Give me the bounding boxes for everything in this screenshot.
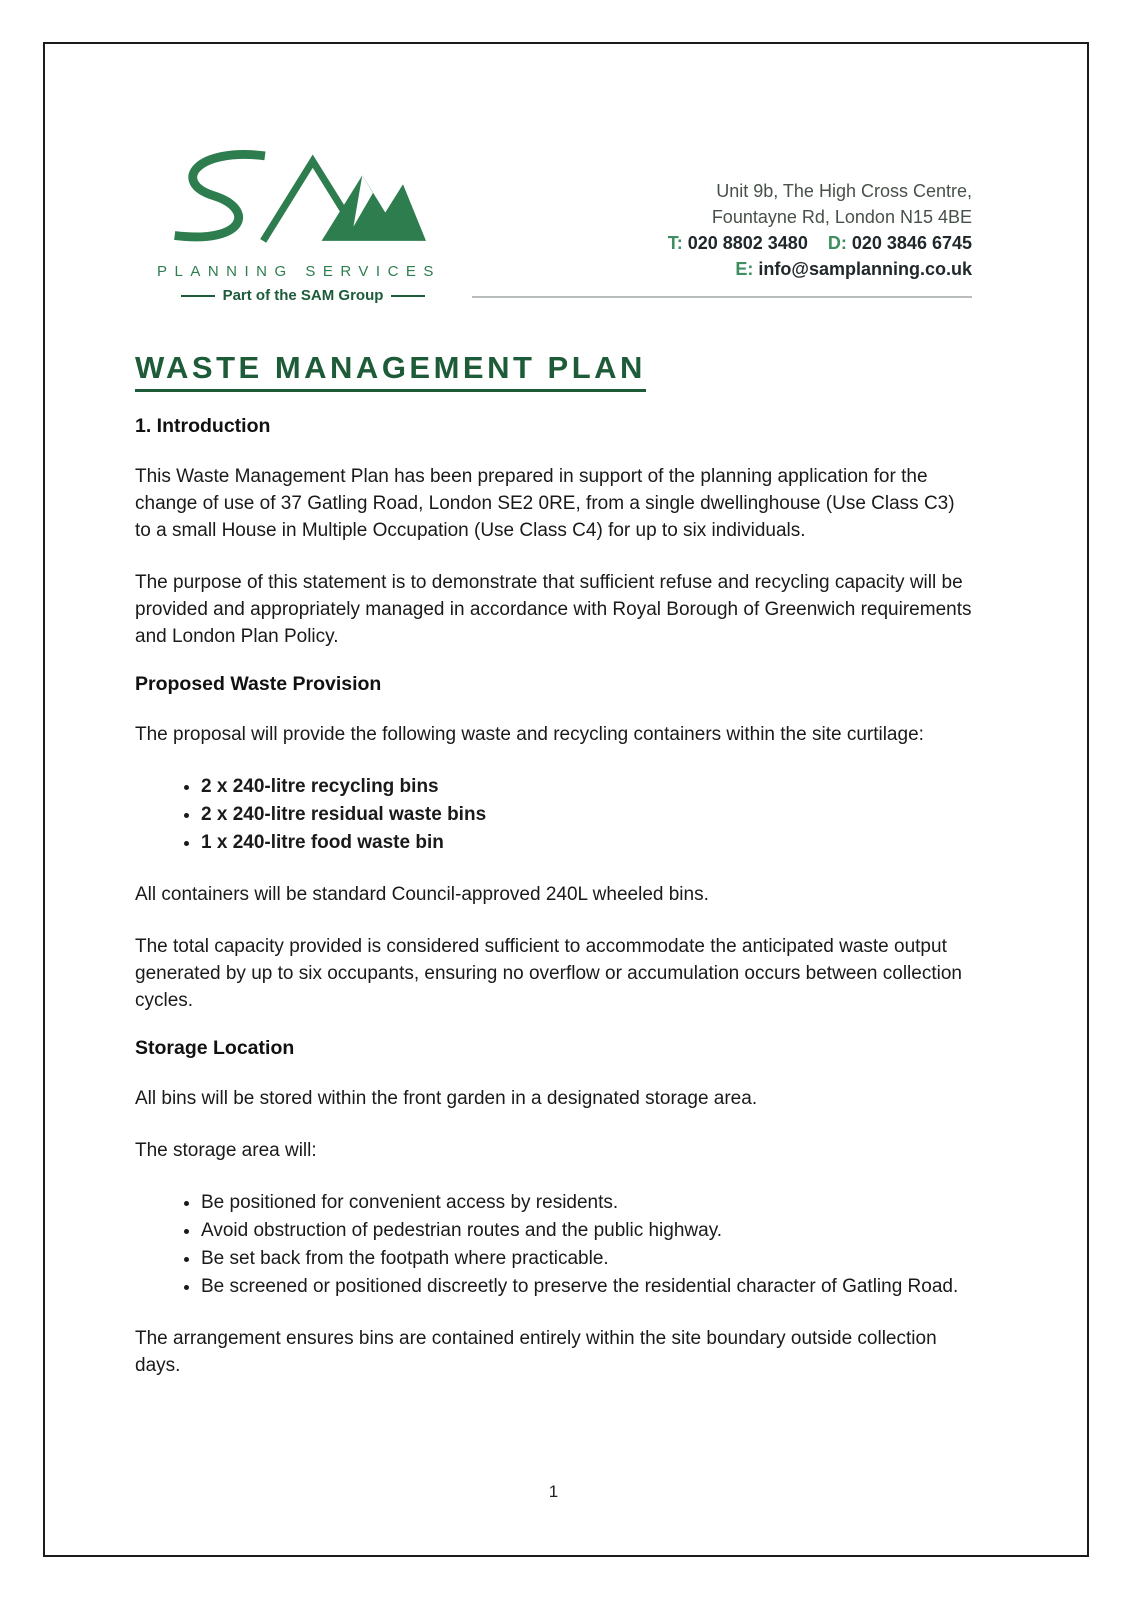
paragraph: The purpose of this statement is to demonstrate that sufficient refuse and recycling capacity will be provided and appropriately managed in accordance with Royal Borough of Greenwich requirements and London Plan Policy. xyxy=(135,572,972,647)
paragraph: This Waste Management Plan has been prepared in support of the planning application for the change of use of 37 Gatling Road, London SE2 0RE, from a single dwellinghouse (Use Class C3) to a small House in Multiple Occupation (Use Class C4) for up to six individuals. xyxy=(135,466,955,541)
address-line-1: Unit 9b, The High Cross Centre, xyxy=(716,181,972,201)
list-item: • 2 x 240-litre residual waste bins xyxy=(201,801,972,828)
paragraph: All containers will be standard Council-approved 240L wheeled bins. xyxy=(135,884,709,905)
storage-list xyxy=(135,1189,972,1300)
document-title xyxy=(135,349,972,392)
phone-t-number: 020 8802 3480 xyxy=(687,233,808,253)
list-item: • Avoid obstruction of pedestrian routes and the public highway. xyxy=(201,1217,972,1244)
paragraph: The arrangement ensures bins are contained entirely within the site boundary outside collection days. xyxy=(135,1328,937,1376)
logo-subtitle: PLANNING SERVICES xyxy=(157,263,441,280)
phone-t-label: T: xyxy=(667,233,683,253)
phone-d-label: D: xyxy=(827,233,847,253)
phone-d-number: 020 3846 6745 xyxy=(851,233,972,253)
tagline-rule-right xyxy=(391,295,425,297)
section-heading-introduction: 1. Introduction xyxy=(135,415,271,437)
email-label: E: xyxy=(735,259,754,279)
page-number: 1 xyxy=(548,1482,559,1501)
section-heading-proposed-waste-provision: Proposed Waste Provision xyxy=(135,673,382,695)
paragraph: The storage area will: xyxy=(135,1140,317,1161)
paragraph: All bins will be stored within the front garden in a designated storage area. xyxy=(135,1088,758,1109)
bin-list xyxy=(135,773,972,856)
paragraph: The total capacity provided is considered sufficient to accommodate the anticipated waste output generated by up to six occupants, ensuring no overflow or accumulation occurs between collection cycles. xyxy=(135,936,962,1011)
paragraph: The proposal will provide the following waste and recycling containers within the site curtilage: xyxy=(135,724,924,745)
address-line-2: Fountayne Rd, London N15 4BE xyxy=(711,207,972,227)
tagline-text: Part of the SAM Group xyxy=(222,287,384,304)
list-item: • Be set back from the footpath where practicable. xyxy=(201,1245,972,1272)
contact-block xyxy=(472,178,972,298)
logo-tagline xyxy=(157,287,449,304)
letterhead xyxy=(135,145,972,304)
list-item: • 2 x 240-litre recycling bins xyxy=(201,773,972,800)
phone-line xyxy=(472,230,972,256)
section-heading-storage-location: Storage Location xyxy=(135,1037,295,1059)
header-divider xyxy=(472,296,972,298)
list-item: • Be positioned for convenient access by residents. xyxy=(201,1189,972,1216)
document-title-text: WASTE MANAGEMENT PLAN xyxy=(135,349,646,392)
tagline-rule-left xyxy=(181,295,215,297)
email-address: info@samplanning.co.uk xyxy=(758,259,972,279)
email-line xyxy=(472,256,972,282)
list-item: • 1 x 240-litre food waste bin xyxy=(201,829,972,856)
sam-logo-icon xyxy=(157,145,449,257)
company-logo xyxy=(157,145,457,304)
list-item: • Be screened or positioned discreetly to preserve the residential character of Gatling Road. xyxy=(201,1273,972,1300)
